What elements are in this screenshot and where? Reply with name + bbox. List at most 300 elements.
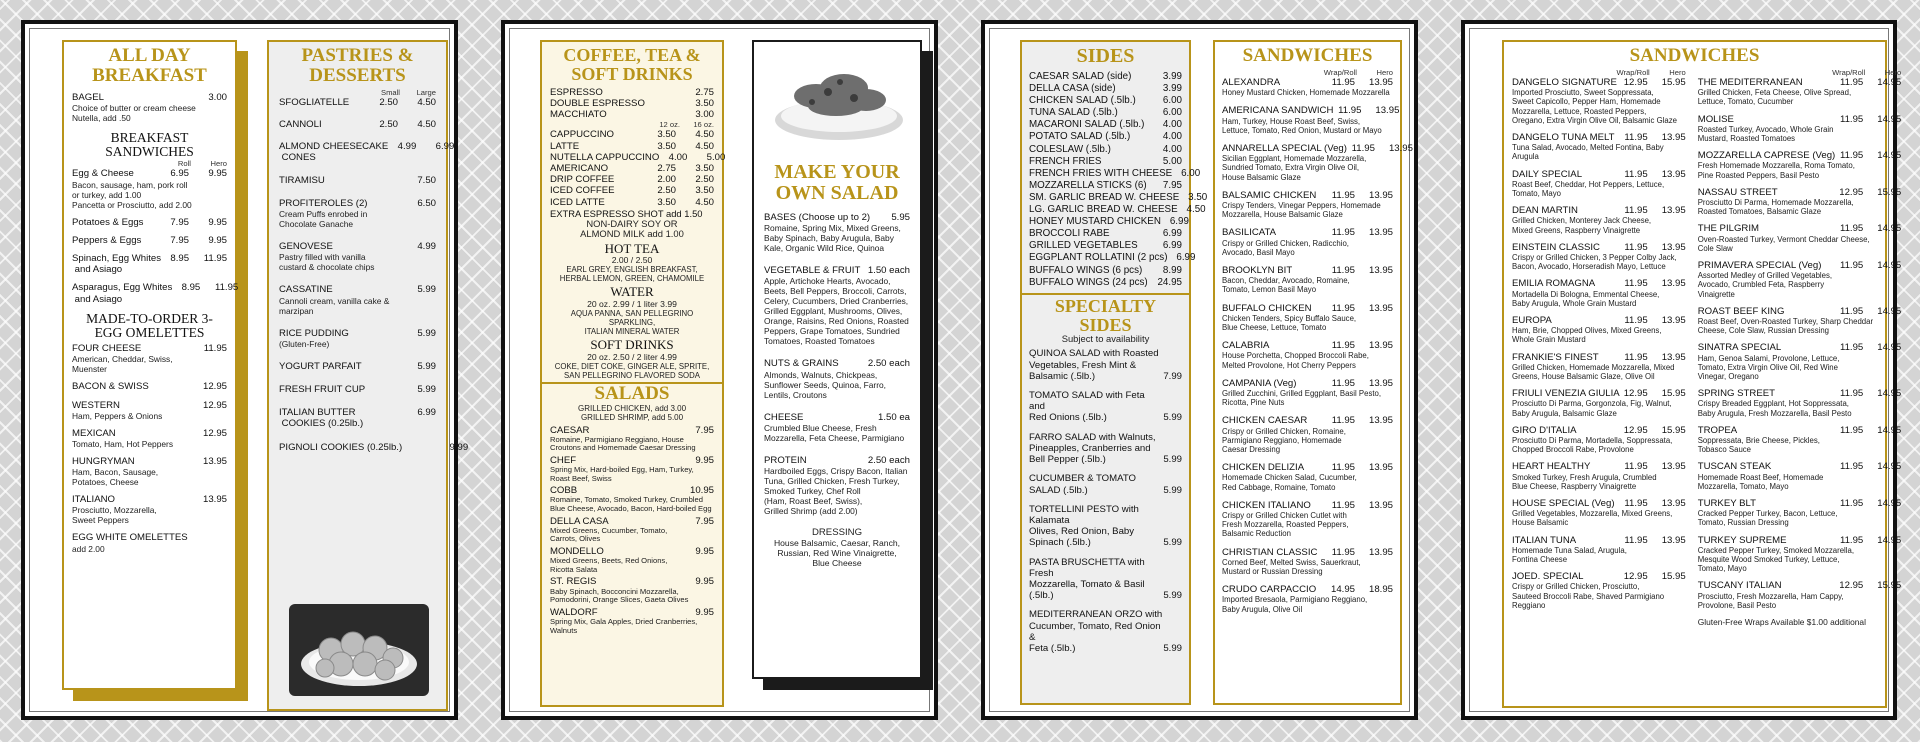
item-name: MOLISE: [1697, 113, 1734, 125]
menu-item: [550, 163, 714, 174]
menu-item: [1029, 107, 1182, 119]
menu-item: [1698, 498, 1902, 528]
menu-item: [1222, 378, 1393, 408]
item-description: Fresh Homemade Mozzarella, Roma Tomato, Pine Roasted Peppers, Basil Pesto: [1697, 161, 1855, 180]
item-name: BACON & SWISS: [72, 381, 149, 393]
item-description: Apple, Artichoke Hearts, Avocado, Beets, Bell Peppers, Broccoli, Carrots, Celery, Cucumbers, Dried Cranberries, Grilled Eggplant, Mushrooms, Olives, Orange, Raisins, Red Onions, Roasted Peppers, Grape Tomatoes, Sundried Tomatoes, Roasted Tomatoes: [764, 276, 909, 347]
item-name: MACCHIATO: [550, 109, 607, 121]
item-name: DELLA CASA: [550, 515, 609, 527]
menu-item: [764, 265, 910, 346]
sides-section: [1020, 40, 1208, 705]
item-price: 3.50: [695, 97, 714, 109]
item-name: TURKEY SUPREME: [1697, 534, 1787, 546]
item-price: 7.95: [170, 216, 189, 228]
item-price: [648, 98, 676, 109]
item-description: Homemade Chicken Salad, Cucumber, Red Cabbage, Romaine, Tomato: [1222, 473, 1357, 492]
item-name: SFOGLIATELLE: [279, 96, 350, 108]
item-description: Crispy Breaded Eggplant, Hot Soppressata, Baby Arugula, Fresh Mozzarella, Basil Pesto: [1697, 399, 1852, 418]
item-description: Romaine, Tomato, Smoked Turkey, Crumbled Blue Cheese, Avocado, Bacon, Hard-boiled Egg: [550, 495, 712, 514]
sandwiches-section-1: [1213, 40, 1413, 705]
menu-item: [764, 358, 910, 399]
item-price: 12.95: [1623, 571, 1648, 583]
item-name: FRIULI VENEZIA GIULIA: [1512, 388, 1620, 400]
item-price: 11.95: [1624, 205, 1648, 217]
item-price: 9.95: [208, 234, 227, 246]
item-price: 12.95: [1839, 186, 1864, 198]
dressing-title: DRESSING: [811, 527, 863, 539]
item-price: 14.95: [1877, 113, 1902, 125]
item-price: 7.99: [1163, 370, 1182, 382]
item-price: 4.50: [417, 96, 436, 108]
item-price: 8.95: [170, 253, 190, 265]
item-price: 14.95: [1877, 534, 1902, 546]
item-price: 5.99: [1163, 454, 1182, 466]
menu-item: [72, 343, 227, 374]
item-name: CHICKEN SALAD (.5lb.): [1029, 95, 1136, 107]
item-price: 7.95: [170, 234, 189, 246]
item-name: Potatoes & Eggs: [72, 216, 144, 228]
item-name: CAESAR SALAD (side): [1029, 71, 1132, 82]
column-header: Wrap/Roll: [1616, 67, 1650, 77]
item-name: DANGELO TUNA MELT: [1512, 131, 1615, 143]
item-price: 11.95: [1839, 498, 1864, 510]
item-name: HONEY MUSTARD CHICKEN: [1029, 216, 1161, 228]
item-price: 4.00: [1162, 119, 1182, 131]
item-description: Pastry filled with vanilla custard & chocolate chips: [279, 252, 375, 273]
item-description: Honey Mustard Chicken, Homemade Mozzarella: [1222, 88, 1390, 98]
item-description: Crispy or Grilled Chicken, Radicchio, Avocado, Basil Mayo: [1222, 238, 1349, 257]
menu-item: [72, 381, 227, 392]
menu-item: [279, 198, 436, 229]
breakfast-section: [62, 40, 237, 690]
menu-item: [1512, 169, 1686, 199]
sandwiches-title-2: SANDWICHES: [1629, 45, 1760, 66]
column-header: Hero: [1376, 67, 1393, 77]
item-name: MOZZARELLA CAPRESE (Veg): [1697, 150, 1836, 162]
item-price: 13.95: [1661, 205, 1686, 217]
item-name: CANNOLI: [279, 119, 322, 131]
sandwiches-title-1: SANDWICHES: [1242, 45, 1373, 66]
item-price: 14.95: [1877, 388, 1902, 400]
menu-item: [1029, 71, 1182, 83]
menu-item: [1029, 504, 1182, 549]
menu-item: [1029, 191, 1208, 204]
sandwiches-section-2: [1502, 40, 1902, 708]
item-price: 11.95: [1624, 131, 1648, 143]
item-description: Cannoli cream, vanilla cake & marzipan: [279, 295, 390, 316]
item-price: 13.95: [1661, 534, 1686, 546]
item-name: WALDORF: [550, 606, 598, 618]
item-name: RICE PUDDING: [279, 327, 349, 339]
item-price: 13.95: [1661, 278, 1686, 290]
item-name: ALMOND CHEESECAKE CONES: [279, 141, 389, 164]
hot-tea-title: HOT TEA: [604, 240, 660, 256]
item-price: [370, 175, 398, 186]
item-price: 7.95: [1162, 179, 1182, 191]
item-name: FRENCH FRIES WITH CHEESE: [1029, 167, 1173, 179]
menu-item: [1222, 77, 1393, 97]
item-price: 4.00: [1162, 143, 1182, 155]
item-name: FRENCH FRIES: [1029, 155, 1102, 167]
menu-panel-1: [21, 20, 469, 720]
item-price: 4.99: [397, 141, 417, 153]
item-price: 12.95: [202, 399, 227, 411]
item-name: EGG WHITE OMELETTES: [72, 532, 188, 544]
menu-item: [1512, 315, 1686, 345]
salad-bowl-image: [766, 48, 912, 148]
item-description: Mixed Greens, Cucumber, Tomato, Carrots, Olives: [550, 525, 668, 544]
item-description: American, Cheddar, Swiss, Muenster: [72, 354, 173, 375]
menu-item: [1222, 190, 1393, 220]
column-header: 12 oz.: [659, 120, 680, 130]
item-name: EUROPA: [1512, 315, 1552, 326]
salad-photo: [766, 48, 912, 148]
item-description: Tomato, Ham, Hot Peppers: [72, 439, 174, 449]
menu-item: [1029, 240, 1182, 252]
item-price: 13.95: [1368, 546, 1393, 558]
item-description: Chicken Tenders, Spicy Buffalo Sauce, Blue Cheese, Lettuce, Tomato: [1222, 313, 1357, 332]
menu-item: [1029, 228, 1182, 240]
menu-item: [1029, 204, 1206, 216]
item-price: 13.95: [1368, 264, 1393, 276]
item-price: 8.95: [181, 282, 201, 294]
item-price: 13.95: [1661, 241, 1686, 253]
item-price: 3.00: [208, 91, 227, 103]
menu-item: [1029, 277, 1182, 289]
item-name: ICED COFFEE: [550, 185, 615, 197]
item-price: 9.99: [449, 441, 469, 453]
item-price: 1.50 ea: [877, 411, 910, 423]
item-price: 13.95: [1368, 340, 1393, 352]
item-price: 11.95: [1839, 388, 1864, 400]
item-name: ITALIAN BUTTER COOKIES (0.25lb.): [279, 407, 364, 430]
item-price: 1.50 each: [867, 265, 910, 277]
item-price: 11.95: [1624, 461, 1648, 473]
item-name: EMILIA ROMAGNA: [1512, 278, 1596, 290]
item-price: 11.95: [1839, 76, 1864, 88]
menu-item: [1512, 278, 1686, 308]
menu-item: [550, 151, 726, 163]
item-price: 12.95: [1839, 580, 1864, 592]
menu-item: [279, 97, 436, 108]
item-name: CHICKEN CAESAR: [1222, 415, 1308, 427]
item-price: 11.95: [1338, 105, 1362, 117]
item-name: COBB: [550, 485, 578, 497]
item-name: ROAST BEEF KING: [1697, 305, 1785, 317]
menu-item: [1222, 340, 1393, 370]
menu-item: [1029, 432, 1182, 466]
water-price: 20 oz. 2.99 / 1 liter 3.99: [587, 299, 677, 310]
item-price: 13.95: [1388, 142, 1413, 154]
soft-drinks-title: SOFT DRINKS: [590, 337, 674, 353]
item-name: CASSATINE: [279, 284, 333, 296]
item-price: 11.95: [1331, 189, 1355, 201]
item-name: BROCCOLI RABE: [1029, 228, 1110, 240]
item-name: BROOKLYN BIT: [1222, 264, 1293, 276]
item-price: [370, 198, 398, 209]
item-description: Homemade Tuna Salad, Arugula, Fontina Cheese: [1512, 545, 1627, 565]
item-name: PASTA BRUSCHETTA with Fresh Mozzarella, Tomato & Basil (.5lb.): [1029, 556, 1145, 602]
item-name: BASILICATA: [1222, 227, 1277, 239]
pastries-title: PASTRIES & DESSERTS: [301, 45, 414, 86]
item-price: 9.95: [695, 576, 714, 588]
item-name: DELLA CASA (side): [1029, 83, 1116, 95]
item-price: 13.95: [1661, 461, 1686, 473]
item-price: [370, 284, 398, 295]
menu-item: [1512, 535, 1686, 565]
item-name: TURKEY BLT: [1697, 498, 1756, 510]
menu-item: [1222, 265, 1393, 295]
item-price: 5.99: [417, 360, 436, 372]
menu-item: [1512, 425, 1686, 455]
item-price: 11.95: [1624, 315, 1648, 326]
item-name: BAGEL: [72, 91, 104, 103]
item-description: Crispy or Grilled Chicken Cutlet with Fresh Mozzarella, Roasted Peppers, Balsamic Reduction: [1222, 511, 1349, 539]
menu-item: [279, 175, 436, 186]
item-description: Homemade Roast Beef, Homemade Mozzarella, Tomato, Mayo: [1697, 472, 1824, 491]
item-price: 6.00: [1181, 167, 1201, 179]
item-description: Prosciutto, Mozzarella, Sweet Peppers: [72, 505, 157, 526]
item-price: 12.95: [202, 381, 227, 393]
item-price: 5.99: [1163, 537, 1182, 549]
item-price: 3.50: [657, 129, 676, 141]
item-price: 4.50: [417, 119, 436, 131]
item-price: 4.50: [695, 129, 714, 141]
menu-item: [1029, 265, 1182, 277]
item-name: HOUSE SPECIAL (Veg): [1512, 498, 1615, 510]
item-name: FOUR CHEESE: [72, 343, 142, 355]
pastries-section: [267, 40, 469, 711]
item-price: 14.95: [1877, 150, 1902, 162]
item-description: Bacon, sausage, ham, pork roll or turkey, add 1.00 Pancetta or Prosciutto, add 2.00: [72, 179, 192, 210]
item-price: [402, 442, 430, 453]
item-price: 8.99: [1162, 264, 1182, 276]
item-name: DEAN MARTIN: [1512, 205, 1578, 217]
menu-item: [1698, 150, 1902, 180]
item-price: [199, 532, 227, 543]
item-name: EINSTEIN CLASSIC: [1512, 241, 1600, 253]
menu-item: [72, 92, 227, 123]
menu-item: [1029, 557, 1182, 602]
menu-item: [1029, 609, 1182, 654]
item-description: Oven-Roasted Turkey, Vermont Cheddar Cheese, Cole Slaw: [1697, 234, 1870, 253]
menu-item: [1512, 205, 1686, 235]
item-price: 2.75: [657, 163, 676, 174]
item-price: 11.95: [1624, 534, 1648, 546]
item-name: FRANKIE'S FINEST: [1512, 351, 1599, 363]
item-price: 7.50: [417, 174, 436, 186]
item-price: 15.95: [1661, 424, 1686, 436]
item-name: VEGETABLE & FRUIT: [764, 265, 861, 277]
soft-drinks-desc: COKE, DIET COKE, GINGER ALE, SPRITE, SAN PELLEGRINO FLAVORED SODA: [554, 361, 710, 380]
item-name: THE MEDITERRANEAN: [1697, 76, 1803, 88]
menu-item: [1029, 390, 1182, 424]
item-price: 14.95: [1330, 584, 1355, 596]
item-description: Smoked Turkey, Fresh Arugula, Crumbled Blue Cheese, Raspberry Vinaigrette: [1512, 472, 1657, 491]
item-price: 4.00: [668, 151, 688, 163]
item-price: [648, 109, 676, 120]
item-name: QUINOA SALAD with Roasted Vegetables, Fresh Mint & Balsamic (.5lb.): [1029, 348, 1159, 382]
make-salad-title: MAKE YOUR OWN SALAD: [774, 161, 900, 204]
item-price: 5.00: [1162, 155, 1182, 167]
item-price: 7.95: [695, 424, 714, 436]
item-name: CAESAR: [550, 424, 590, 436]
item-name: PIGNOLI COOKIES (0.25lb.): [279, 441, 403, 453]
item-name: Egg & Cheese: [72, 168, 134, 180]
item-price: 4.00: [1162, 131, 1182, 143]
item-name: NUTS & GRAINS: [764, 358, 839, 370]
menu-item: [279, 384, 436, 395]
column-header: Hero: [1884, 67, 1902, 77]
item-price: 3.00: [695, 109, 714, 121]
menu-item: [1222, 584, 1393, 614]
specialty-divider: [1022, 293, 1189, 295]
item-price: 9.95: [208, 168, 227, 180]
item-description: Crispy or Grilled Chicken, 3 Pepper Colby Jack, Bacon, Avocado, Horseradish Mayo, Lettuce: [1512, 252, 1677, 272]
menu-item: [1029, 95, 1182, 107]
item-name: COLESLAW (.5lb.): [1029, 143, 1111, 155]
dressing-desc: House Balsamic, Caesar, Ranch, Russian, Red Wine Vinaigrette, Blue Cheese: [773, 538, 901, 569]
item-description: Ham, Peppers & Onions: [72, 410, 163, 421]
menu-item: [1698, 461, 1902, 491]
menu-item: [1698, 388, 1902, 418]
item-price: 11.95: [1839, 534, 1864, 546]
item-price: 13.95: [1661, 168, 1686, 180]
menu-item: [279, 441, 469, 453]
column-header: Hero: [1669, 67, 1686, 77]
item-price: 2.50: [657, 185, 676, 197]
item-price: 6.95: [170, 168, 189, 180]
item-name: DOUBLE ESPRESSO: [550, 97, 645, 109]
menu-item: [1698, 114, 1902, 144]
item-price: 3.50: [657, 196, 676, 208]
item-price: 12.95: [1623, 388, 1648, 400]
item-description: Bacon, Cheddar, Avocado, Romaine, Tomato, Lemon Basil Mayo: [1222, 276, 1350, 295]
item-description: Ham, Genoa Salami, Provolone, Lettuce, Tomato, Extra Virgin Olive Oil, Red Wine Vinegar, Oregano: [1697, 353, 1840, 382]
menu-item: [550, 87, 714, 98]
menu-item: [1222, 462, 1393, 492]
item-name: BUFFALO WINGS (24 pcs): [1029, 276, 1148, 288]
item-description: Sicilian Eggplant, Homemade Mozzarella, Sundried Tomato, Extra Virgin Olive Oil, House Balsamic Glaze: [1222, 154, 1367, 182]
item-price: 13.95: [1661, 131, 1686, 143]
item-price: 11.95: [1839, 461, 1864, 473]
menu-item: [550, 129, 714, 140]
item-price: 6.99: [1176, 252, 1196, 264]
menu-item: [550, 425, 714, 453]
item-description: Crispy or Grilled Chicken, Prosciutto, Sauteed Broccoli Rabe, Shaved Parmigiano Reggiano: [1512, 582, 1665, 610]
menu-item: [550, 174, 714, 185]
menu-item: [1222, 500, 1393, 539]
item-name: HEART HEALTHY: [1512, 461, 1591, 473]
item-price: 12.95: [202, 427, 227, 439]
item-price: [370, 384, 398, 395]
menu-item: [550, 516, 714, 544]
item-name: SINATRA SPECIAL: [1697, 342, 1782, 354]
item-price: 11.95: [1331, 415, 1355, 427]
menu-item: [1698, 187, 1902, 217]
item-name: CALABRIA: [1222, 340, 1270, 352]
item-price: 2.50 each: [867, 358, 910, 370]
item-description: Choice of butter or cream cheese Nutella, add .50: [72, 103, 196, 124]
item-price: 11.95: [1839, 305, 1864, 317]
menu-item: [1698, 580, 1902, 610]
item-price: [370, 328, 398, 339]
item-name: TORTELLINI PESTO with Kalamata Olives, Red Onion, Baby Spinach (.5lb.): [1029, 503, 1139, 549]
omelettes-title: MADE-TO-ORDER 3-EGG OMELETTES: [86, 310, 213, 341]
item-price: 11.95: [1839, 223, 1864, 235]
item-description: Roasted Turkey, Avocado, Whole Grain Mustard, Roasted Tomatoes: [1697, 124, 1834, 143]
menu-item: [1512, 77, 1686, 125]
item-price: 9.95: [695, 454, 714, 466]
menu-item: [1698, 223, 1902, 253]
item-description: Ham, Brie, Chopped Olives, Mixed Greens, Whole Grain Mustard: [1512, 326, 1662, 345]
item-price: 4.50: [695, 140, 714, 152]
item-description: Corned Beef, Melted Swiss, Sauerkraut, Mustard or Russian Dressing: [1222, 557, 1361, 577]
item-name: DANGELO SIGNATURE: [1512, 76, 1617, 88]
menu-item: [72, 253, 227, 275]
item-name: CHICKEN ITALIANO: [1222, 499, 1311, 511]
item-description: (Gluten-Free): [279, 338, 330, 349]
menu-item: [550, 109, 714, 120]
menu-item: [1029, 83, 1182, 95]
item-price: 5.00: [706, 151, 726, 163]
item-price: 24.95: [1157, 276, 1182, 288]
item-price: [370, 361, 398, 372]
item-name: MOZZARELLA STICKS (6): [1029, 179, 1147, 191]
item-description: Grilled Chicken, Monterey Jack Cheese, Mixed Greens, Raspberry Vinaigrette: [1512, 216, 1652, 235]
item-name: SPRING STREET: [1697, 388, 1775, 400]
item-price: 14.95: [1877, 223, 1902, 235]
menu-item: [764, 412, 910, 443]
column-header: 16 oz.: [693, 120, 714, 130]
item-name: BUFFALO WINGS (6 pcs): [1029, 264, 1143, 276]
item-name: SM. GARLIC BREAD W. CHEESE: [1029, 191, 1180, 203]
menu-item: [550, 607, 714, 635]
item-price: 11.95: [1331, 76, 1355, 88]
item-name: ST. REGIS: [550, 576, 597, 588]
item-description: Almonds, Walnuts, Chickpeas, Sunflower Seeds, Quinoa, Farro, Lentils, Croutons: [764, 369, 886, 400]
item-price: 13.95: [1661, 498, 1686, 510]
item-name: FARRO SALAD with Walnuts, Pineapples, Cranberries and Bell Pepper (.5lb.): [1029, 431, 1156, 466]
menu-item: [1512, 352, 1686, 382]
coffee-salads-section: [540, 40, 724, 707]
menu-item: [1029, 252, 1196, 264]
hot-tea-price: 2.00 / 2.50: [611, 255, 653, 266]
breakfast-title: ALL DAY BREAKFAST: [92, 45, 207, 86]
menu-item: [279, 284, 436, 315]
item-price: 14.95: [1877, 424, 1902, 436]
cookies-photo: [289, 604, 429, 696]
item-price: [370, 241, 398, 252]
item-price: 5.99: [1163, 590, 1182, 602]
menu-item: [1222, 105, 1400, 135]
item-price: 11.95: [1839, 259, 1864, 271]
item-description: Crumbled Blue Cheese, Fresh Mozzarella, Feta Cheese, Parmigiano: [764, 422, 905, 443]
item-price: 15.95: [1661, 76, 1686, 88]
item-name: BASES (Choose up to 2): [764, 212, 871, 223]
item-price: 6.00: [1162, 95, 1182, 107]
menu-item: [72, 235, 227, 246]
specialty-sub: Subject to availability: [1061, 333, 1150, 345]
item-price: 3.50: [657, 140, 676, 152]
item-name: YOGURT PARFAIT: [279, 360, 362, 372]
menu-item: [279, 361, 436, 372]
item-price: 11.95: [1624, 278, 1648, 290]
column-header: Wrap/Roll: [1323, 67, 1357, 77]
salads-title: SALADS: [594, 382, 670, 404]
item-price: 10.95: [689, 485, 714, 497]
item-description: Romaine, Parmigiano Reggiano, House Croutons and Homemade Caesar Dressing: [550, 434, 696, 453]
